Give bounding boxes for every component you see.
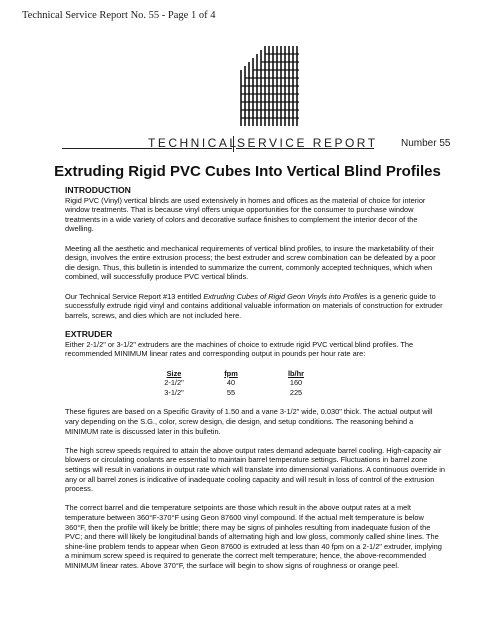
table-cell: 225 (289, 387, 303, 397)
intro-p3-text: Our Technical Service Report #13 entitled (65, 291, 204, 301)
table-cell: 3-1/2" (164, 387, 184, 397)
intro-paragraph-2: Meeting all the aesthetic and mechanical requirements of vertical blind profiles, to insure the marketability of their design, involves the entire extrusion process; the best extruder and screw combination can be defeated by a poor die design. Thus, this bulletin is intended to summarize the current, commonly accepted techniques, which when combined, will successfully produce PVC vertical blinds. (65, 243, 436, 282)
extruder-paragraph-2: These figures are based on a Specific Gravity of 1.50 and a vane 3-1/2" wide, 0.030" thick. The actual output will vary depending on the S.G., color, screw design, die design, and setup conditions. The reasoning behind a MINIMUM rate is discussed later in this bulletin. (65, 407, 433, 436)
section-heading-extruder: EXTRUDER (65, 328, 113, 339)
table-cell: 40 (226, 378, 236, 388)
table-row (147, 378, 331, 388)
column-header: lb/hr (287, 368, 304, 378)
banner-service-report: SERVICE REPORT (237, 136, 378, 150)
intro-paragraph-1: Rigid PVC (Vinyl) vertical blinds are used extensively in homes and offices as the material of choice for interior window treatments. That is because vinyl offers unique opportunities for the consumer to purchase window treatments in a wide variety of colors and decorative surface finishes to complement the interior decor of the dwelling. (65, 195, 426, 234)
intro-p3-text-end: is a generic guide to successfully extrude rigid vinyl and contains additional valuable information on materials of construction for extruder barrels, screws, and dies which are not included here. (65, 291, 443, 320)
table-cell: 160 (289, 378, 303, 388)
extruder-paragraph-4: The correct barrel and die temperature setpoints are those which result in the above output rates at a melt temperature between 360°F-370°F using Geon 87600 vinyl compound. If the actual melt temperature is below 360°F, then the profile will likely be brittle; there may be signs of pinholes resulting from inadequate fusion of the PVC; and there will likely be longitudinal bands of alternating high and low gloss, commonly called shine lines. The shine-line problem tends to appear when Geon 87600 is extruded at less than 40 fpm on a 2-1/2" extruder, implying a minimum screw speed is required to generate the correct melt temperature; hence, the above-recommended MINIMUM linear rates. Above 370°F, the surface will begin to show signs of roughness or orange peel. (65, 503, 442, 570)
rates-table (147, 369, 331, 398)
extruder-paragraph-1: Either 2-1/2" or 3-1/2" extruders are the machines of choice to extrude rigid PVC vertical blind profiles. The recommended MINIMUM linear rates and corresponding output in pounds per hour rate are: (65, 339, 414, 359)
intro-p3-citation: Extruding Cubes of Rigid Geon Vinyls into Profiles (203, 291, 368, 301)
extruder-paragraph-3: The high screw speeds required to attain the above output rates demand adequate barrel cooling. High-capacity air blowers or circulating coolants are essential to maintain barrel temperature settings. Fluctuations in barrel zone settings will result in variations in output rate which will translate into dimensional variations. A continuous override in any or all barrel zones is indicative of inadequate cooling capacity and will result in loss of control of the extrusion process. (65, 445, 445, 494)
column-header: Size (166, 368, 182, 378)
running-head: Technical Service Report No. 55 - Page 1 of 4 (22, 10, 216, 21)
report-number: Number 55 (401, 138, 451, 149)
table-header-row (147, 369, 331, 379)
intro-paragraph-3 (65, 292, 445, 321)
page-title: Extruding Rigid PVC Cubes Into Vertical Blind Profiles (54, 163, 441, 180)
table-cell: 2-1/2" (164, 378, 184, 388)
grid-logo-icon (221, 46, 301, 126)
column-header: fpm (224, 368, 238, 378)
section-heading-introduction: INTRODUCTION (65, 185, 131, 195)
table-cell: 55 (226, 387, 236, 397)
table-row (147, 388, 331, 398)
banner-technical: TECHNICAL (148, 136, 239, 150)
report-body (65, 186, 445, 571)
